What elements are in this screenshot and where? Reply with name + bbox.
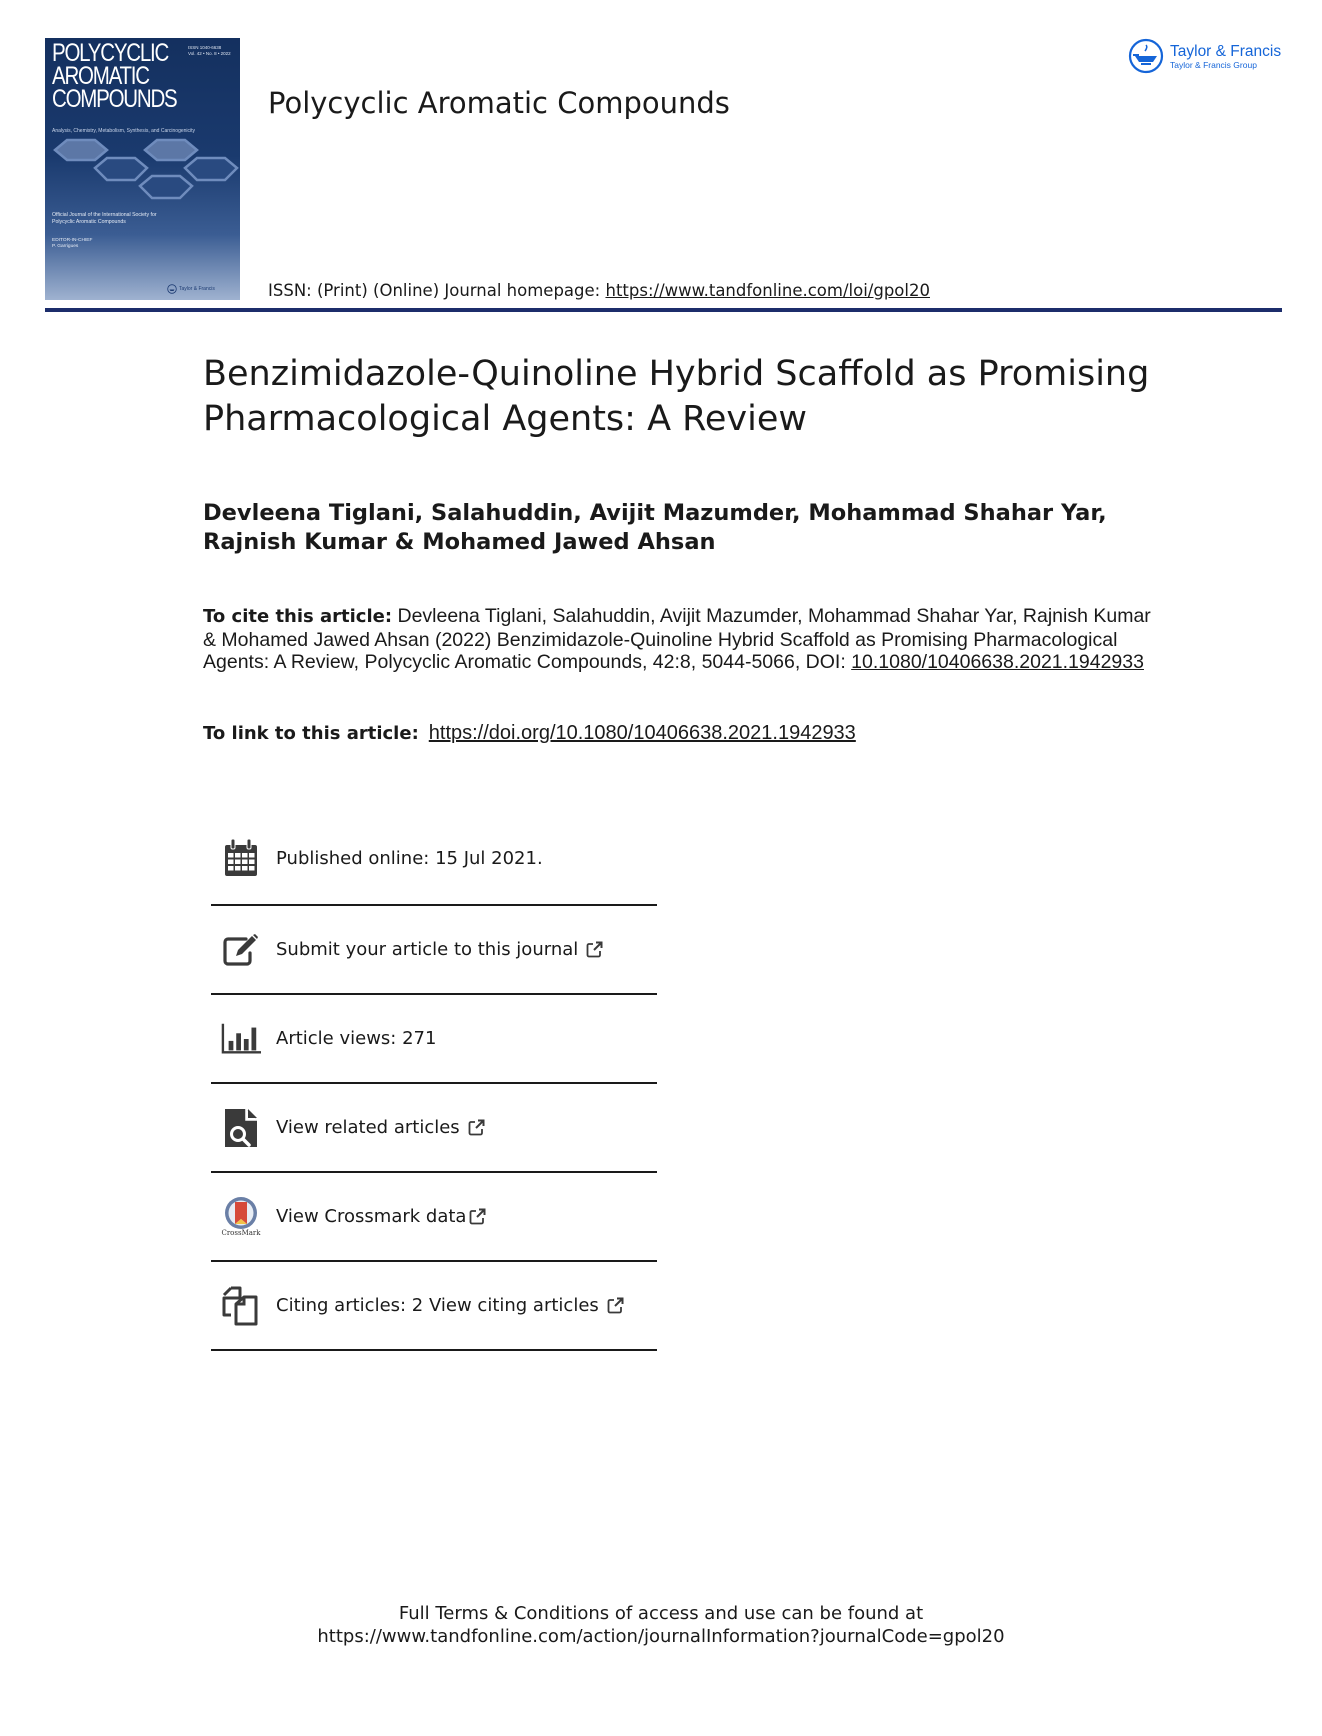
cover-subtitle: Analysis, Chemistry, Metabolism, Synthesis, and Carcinogenicity bbox=[52, 128, 196, 134]
citation-label: To cite this article: bbox=[203, 606, 393, 627]
info-item-views bbox=[211, 995, 657, 1084]
cover-publisher-name: Taylor & Francis bbox=[179, 286, 215, 292]
article-link-block bbox=[203, 722, 856, 745]
info-item-citing[interactable] bbox=[211, 1262, 657, 1351]
info-item-label: Published online: 15 Jul 2021. bbox=[276, 847, 543, 869]
issn-label: ISSN: (Print) (Online) Journal homepage: bbox=[268, 281, 606, 300]
info-item-related[interactable] bbox=[211, 1084, 657, 1173]
citation-block bbox=[203, 605, 1153, 674]
journal-name: Polycyclic Aromatic Compounds bbox=[268, 86, 730, 120]
terms-footer bbox=[0, 1602, 1322, 1648]
cover-issn-line: ISSN 1040-6638 bbox=[188, 45, 222, 50]
cover-editor-name: P. Garrigues bbox=[52, 244, 79, 249]
article-authors: Devleena Tiglani, Salahuddin, Avijit Mazumder, Mohammad Shahar Yar, Rajnish Kumar & Mohamed Jawed Ahsan bbox=[203, 500, 1107, 555]
cover-issn bbox=[188, 45, 231, 57]
header-divider bbox=[45, 308, 1282, 312]
cover-publisher-logo bbox=[167, 284, 215, 294]
crossmark-caption: CrossMark bbox=[221, 1229, 261, 1237]
article-info-list bbox=[211, 812, 657, 1351]
published-date-text bbox=[276, 848, 543, 869]
citation-doi-link[interactable]: 10.1080/10406638.2021.1942933 bbox=[851, 651, 1144, 673]
article-doi-link[interactable]: https://doi.org/10.1080/10406638.2021.1942933 bbox=[428, 722, 856, 744]
issn-homepage-line bbox=[268, 281, 930, 300]
calendar-icon bbox=[221, 837, 261, 879]
cover-editor bbox=[52, 238, 92, 250]
info-item-label: Article views: 271 bbox=[276, 1028, 437, 1049]
journal-homepage-link[interactable]: https://www.tandfonline.com/loi/gpol20 bbox=[605, 281, 930, 300]
info-item-crossmark[interactable] bbox=[211, 1173, 657, 1262]
cover-title-line: POLYCYCLIC bbox=[52, 39, 169, 67]
citation-text: Devleena Tiglani, Salahuddin, Avijit Mazumder, Mohammad Shahar Yar, Rajnish Kumar & Mohamed Jawed Ahsan (2022) Benzimidazole-Quinoline Hybrid Scaffold as Promising Pharmacological Agents: A Review, Polycyclic Aromatic Compounds, 42:8, 5044-5066, DOI: bbox=[203, 605, 1151, 673]
cover-title bbox=[52, 39, 177, 113]
article-link-label: To link to this article: bbox=[203, 723, 419, 744]
terms-url[interactable]: https://www.tandfonline.com/action/journalInformation?journalCode=gpol20 bbox=[317, 1626, 1005, 1647]
cover-official-text: Official Journal of the International Society for Polycyclic Aromatic Compounds bbox=[52, 212, 157, 225]
article-views-text bbox=[276, 1028, 436, 1049]
info-item-label: Citing articles: 2 View citing articles bbox=[276, 1295, 599, 1316]
info-item-label: View related articles bbox=[276, 1117, 460, 1138]
related-articles-link[interactable] bbox=[276, 1117, 485, 1138]
info-item-published bbox=[211, 812, 657, 906]
cover-volume-line: Vol. 42 • No. 8 • 2022 bbox=[188, 51, 231, 56]
info-item-label: Submit your article to this journal bbox=[276, 939, 579, 960]
cover-title-line: COMPOUNDS bbox=[52, 85, 177, 113]
external-link-icon bbox=[468, 1119, 485, 1136]
bar-chart-icon bbox=[221, 1018, 261, 1060]
info-item-label: View Crossmark data bbox=[276, 1206, 467, 1227]
cover-editor-label: EDITOR-IN-CHIEF bbox=[52, 238, 93, 243]
lamp-icon bbox=[1128, 38, 1164, 74]
crossmark-link[interactable] bbox=[276, 1206, 486, 1227]
terms-line: Full Terms & Conditions of access and use can be found at bbox=[398, 1603, 924, 1624]
journal-cover-image bbox=[45, 38, 240, 300]
publisher-group: Taylor & Francis Group bbox=[1170, 59, 1257, 70]
publisher-logo-text bbox=[1170, 43, 1281, 70]
external-link-icon bbox=[607, 1297, 624, 1314]
document-search-icon bbox=[221, 1107, 261, 1149]
publisher-name: Taylor & Francis bbox=[1170, 42, 1282, 60]
crossmark-icon bbox=[221, 1196, 261, 1238]
publisher-logo bbox=[1128, 38, 1281, 74]
external-link-icon bbox=[586, 941, 603, 958]
cover-title-line: AROMATIC bbox=[52, 62, 149, 90]
edit-icon bbox=[221, 929, 261, 971]
hexagon-pattern-icon bbox=[45, 138, 240, 218]
submit-article-link[interactable] bbox=[276, 939, 603, 960]
article-title: Benzimidazole-Quinoline Hybrid Scaffold as Promising Pharmacological Agents: A Review bbox=[203, 354, 1150, 439]
citing-articles-link[interactable] bbox=[276, 1295, 624, 1316]
copy-documents-icon bbox=[221, 1285, 261, 1327]
info-item-submit[interactable] bbox=[211, 906, 657, 995]
lamp-icon bbox=[167, 284, 177, 294]
external-link-icon bbox=[469, 1208, 486, 1225]
